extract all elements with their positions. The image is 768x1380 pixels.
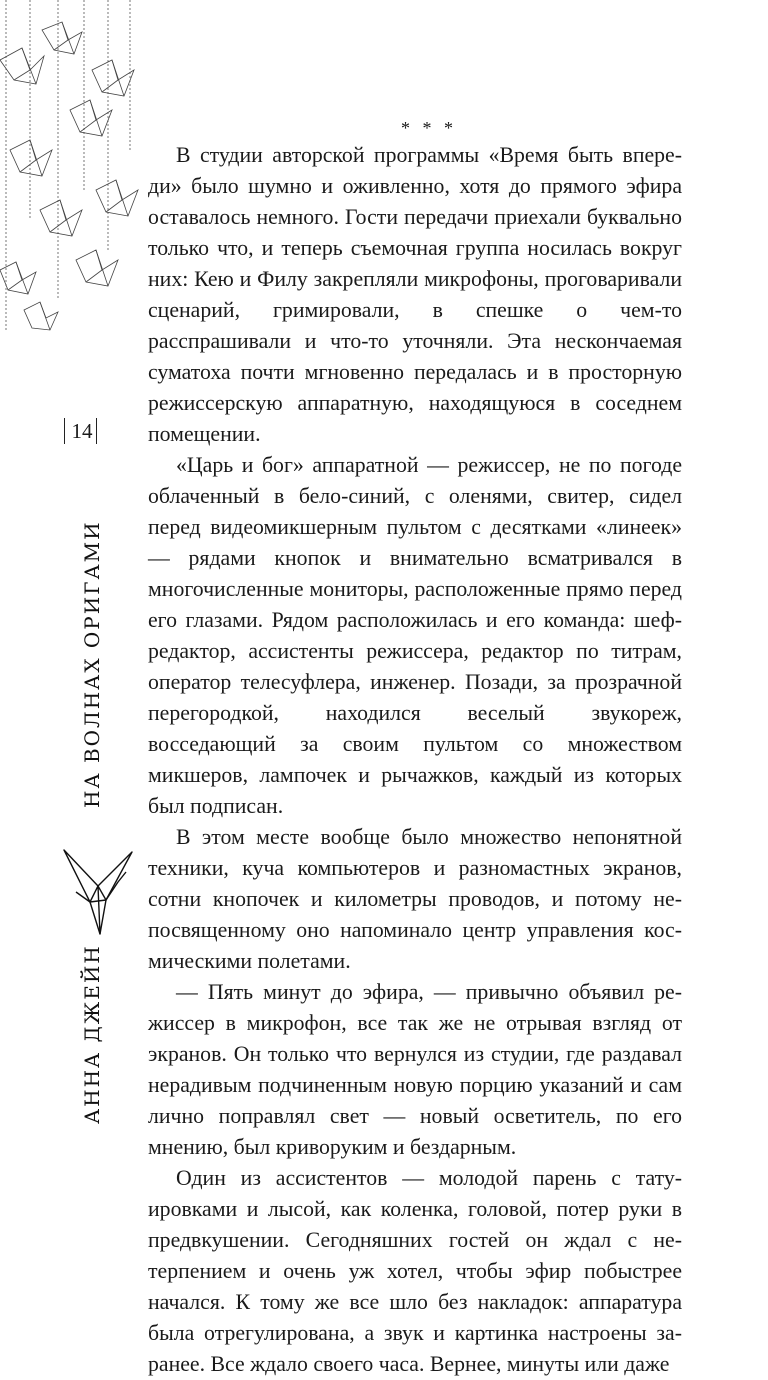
paragraph: — Пять минут до эфира, — привычно объявил режиссер в микрофон, все так же не отрывая взгляд от экранов. Он только что вернулся из студии, где раздавал нерадивым подчиненным новую порцию указаний и сам лично поправлял свет — новый осветитель, по его мнению, был криворуким и бездарным. <box>148 980 682 1159</box>
origami-cranes-icon <box>0 0 150 360</box>
scene-separator: * * * <box>401 118 457 138</box>
body-text <box>148 140 682 1380</box>
page-number-rule-right <box>96 418 97 444</box>
origami-crane-icon <box>60 842 136 938</box>
paragraph: В студии авторской программы «Время быть впереди» было шумно и оживленно, хотя до прямого эфира оставалось немного. Гости передачи приехали буквально только что, и теперь съемочная группа носилась вокруг них: Кею и Филу закрепляли микрофоны, проговаривали сценарий, гримировали, в спешке о чем-то расспрашивали и что-то уточняли. Эта нескончаемая суматоха почти мгновенно передалась и в просторную режиссерскую аппаратную, находящуюся в соседнем помещении. <box>148 143 682 446</box>
paragraph: Один из ассистентов — молодой парень с татуировками и лысой, как коленка, головой, потер руки в предвкушении. Сегодняшних гостей он ждал с нетерпением и очень уж хотел, чтобы эфир побыстрее начался. К тому же все шло без накладок: аппаратура была отрегулирована, а звук и картинка настроены заранее. Все ждало своего часа. Вернее, минуты или даже <box>148 1166 682 1376</box>
page-number-rule-left <box>64 418 65 444</box>
running-title: НА ВОЛНАХ ОРИГАМИ <box>80 520 104 808</box>
paragraph: «Царь и бог» аппаратной — режиссер, не по погоде облаченный в бело-синий, с оленями, свитер, сидел перед видеомикшерным пультом с десятками «линеек» — рядами кнопок и внимательно всматривался в многочисленные мониторы, расположенные прямо перед его глазами. Рядом расположилась и его команда: шеф-редактор, ассистенты режиссера, редактор по титрам, оператор телесуфлера, инженер. Позади, за прозрачной перегородкой, находился веселый звукореж, восседающий за своим пультом со множеством микшеров, лампочек и рычажков, каждый из которых был подписан. <box>148 453 682 818</box>
page-number: 14 <box>71 419 93 443</box>
paragraph: В этом месте вообще было множество непонятной техники, куча компьютеров и разномастных экранов, сотни кнопочек и километры проводов, и потому непосвященному оно напоминало центр управления космическими полетами. <box>148 825 682 973</box>
author-name: АННА ДЖЕЙН <box>80 944 104 1124</box>
